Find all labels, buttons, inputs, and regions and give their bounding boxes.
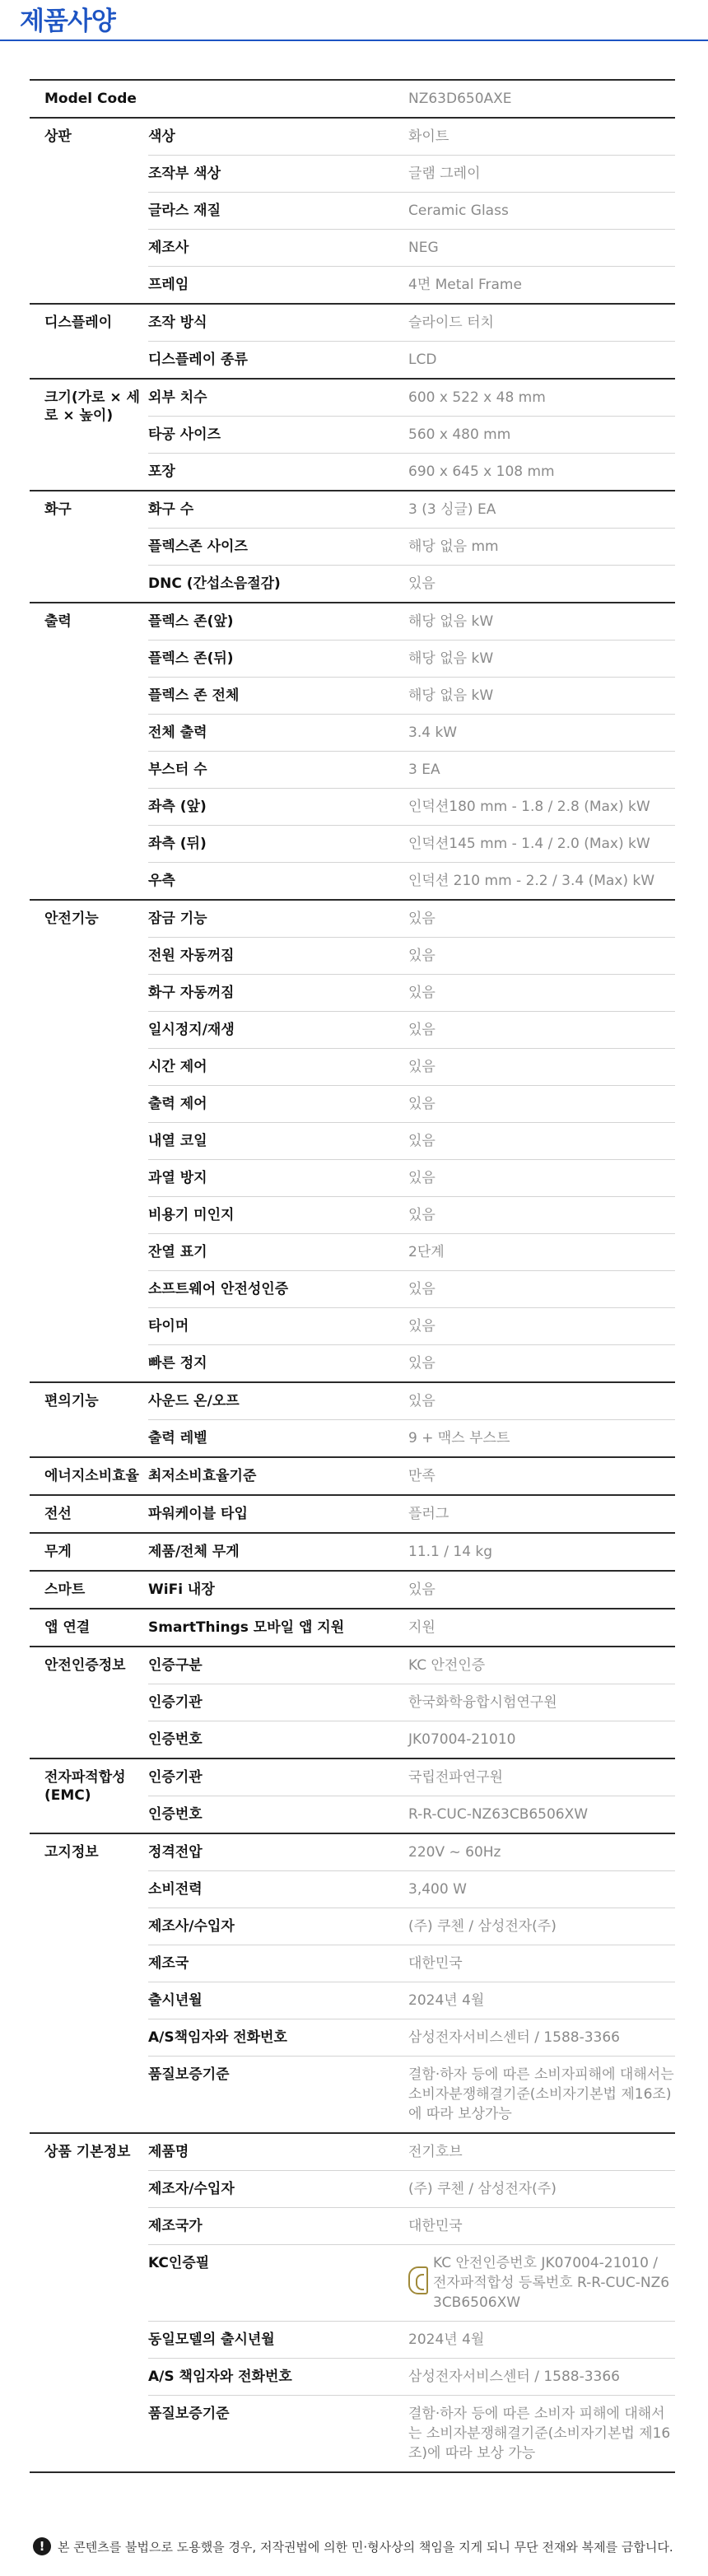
spec-value: 결함·하자 등에 따른 소비자피해에 대해서는 소비자분쟁해결기준(소비자기본법 제16조)에 따라 보상가능 [408, 2066, 674, 2122]
spec-row [148, 2019, 675, 2057]
spec-value: 9 + 맥스 부스트 [408, 1430, 510, 1446]
warning-icon: ! [33, 2537, 51, 2555]
spec-label: 출력 제어 [148, 1096, 207, 1112]
spec-value: 한국화학융합시험연구원 [408, 1694, 557, 1711]
spec-value: 있음 [408, 1207, 436, 1223]
spec-row [148, 2359, 675, 2396]
spec-label: 타공 사이즈 [148, 426, 221, 443]
spec-table-end [30, 2471, 675, 2473]
spec-label: 사운드 온/오프 [148, 1393, 240, 1409]
spec-row [148, 156, 675, 193]
spec-category: 전자파적합성(EMC) [44, 1769, 126, 1804]
spec-value: 4면 Metal Frame [408, 277, 522, 293]
spec-label: 비용기 미인지 [148, 1207, 235, 1223]
spec-value: 있음 [408, 1096, 436, 1112]
spec-label: 인증구분 [148, 1657, 203, 1674]
spec-row [148, 566, 675, 602]
spec-row [148, 901, 675, 938]
spec-group [30, 1456, 675, 1494]
copyright-notice [33, 2537, 683, 2555]
spec-label: 동일모델의 출시년월 [148, 2331, 275, 2348]
spec-value: 있음 [408, 1318, 436, 1335]
spec-value: 560 x 480 mm [408, 426, 511, 443]
spec-group [30, 117, 675, 303]
spec-value: 3 (3 싱글) EA [408, 501, 496, 518]
spec-value: 슬라이드 터치 [408, 314, 494, 331]
spec-value: 전기호브 [408, 2144, 463, 2160]
spec-row [148, 1572, 675, 1608]
spec-row [408, 81, 675, 117]
spec-value: KC 안전인증 [408, 1657, 486, 1674]
spec-row [148, 715, 675, 752]
spec-label: 품질보증기준 [148, 2066, 230, 2083]
spec-label: 외부 치수 [148, 389, 207, 406]
spec-value: JK07004-21010 [408, 1731, 516, 1748]
spec-category: 에너지소비효율 [44, 1468, 139, 1484]
spec-row [148, 938, 675, 975]
spec-label: 잠금 기능 [148, 911, 207, 927]
spec-value: 삼성전자서비스센터 / 1588-3366 [408, 2369, 620, 2385]
spec-value: 지원 [408, 1619, 436, 1636]
spec-label: KC인증필 [148, 2255, 210, 2271]
spec-row [148, 2171, 675, 2208]
spec-label: 인증번호 [148, 1731, 203, 1748]
spec-group [30, 378, 675, 490]
spec-category: 무게 [44, 1544, 72, 1560]
spec-row [148, 305, 675, 342]
spec-label: A/S 책임자와 전화번호 [148, 2369, 292, 2385]
spec-value: 있음 [408, 1281, 436, 1297]
spec-row [148, 1049, 675, 1086]
spec-value: 있음 [408, 1059, 436, 1075]
spec-value: 있음 [408, 948, 436, 964]
spec-label: 정격전압 [148, 1844, 203, 1861]
spec-category: 편의기능 [44, 1393, 99, 1409]
spec-label: 인증번호 [148, 1806, 203, 1823]
spec-category: 상품 기본정보 [44, 2144, 131, 2160]
kc-mark-icon [408, 2266, 428, 2294]
spec-label: 플렉스 존(앞) [148, 613, 234, 630]
spec-row [148, 1458, 675, 1494]
spec-row [148, 826, 675, 863]
spec-category: 상판 [44, 128, 72, 145]
spec-row [148, 2208, 675, 2245]
spec-value: 2단계 [408, 1244, 445, 1260]
spec-row [148, 2057, 675, 2132]
spec-label: 글라스 재질 [148, 203, 221, 219]
spec-row [148, 380, 675, 417]
spec-value: 대한민국 [408, 1955, 463, 1972]
spec-label: 출시년월 [148, 1992, 203, 2009]
spec-label: 인증기관 [148, 1694, 203, 1711]
spec-value: 해당 없음 kW [408, 687, 494, 704]
spec-row [148, 267, 675, 303]
spec-label: 플렉스 존(뒤) [148, 650, 234, 667]
spec-row [148, 2322, 675, 2359]
spec-value: 2024년 4월 [408, 1992, 485, 2009]
spec-row [148, 1945, 675, 1982]
spec-value: 690 x 645 x 108 mm [408, 463, 555, 480]
spec-group [30, 303, 675, 378]
spec-category: 크기(가로 × 세로 × 높이) [44, 389, 140, 424]
spec-row [148, 1684, 675, 1721]
spec-category: Model Code [44, 91, 137, 107]
spec-label: 시간 제어 [148, 1059, 207, 1075]
spec-row [148, 1796, 675, 1833]
spec-category: 전선 [44, 1506, 72, 1522]
spec-category: 화구 [44, 501, 72, 518]
spec-row [148, 1834, 675, 1871]
spec-row [148, 1609, 675, 1646]
spec-label: WiFi 내장 [148, 1581, 215, 1598]
spec-group [30, 1646, 675, 1758]
spec-category: 스마트 [44, 1581, 86, 1598]
spec-row [148, 603, 675, 641]
spec-label: 품질보증기준 [148, 2406, 230, 2422]
spec-row [148, 1496, 675, 1532]
spec-label: DNC (간섭소음절감) [148, 575, 281, 592]
spec-group [30, 1381, 675, 1456]
spec-label: 포장 [148, 463, 175, 480]
spec-row [148, 119, 675, 156]
spec-row [148, 193, 675, 230]
spec-value: 있음 [408, 1355, 436, 1372]
spec-label: 제품/전체 무게 [148, 1544, 240, 1560]
spec-label: 제조사/수입자 [148, 1918, 235, 1935]
spec-row [148, 1534, 675, 1570]
spec-value: 있음 [408, 1393, 436, 1409]
spec-value: 해당 없음 kW [408, 613, 494, 630]
spec-row [148, 1647, 675, 1684]
spec-value: NZ63D650AXE [408, 91, 512, 107]
spec-row [148, 863, 675, 899]
spec-value: 대한민국 [408, 2218, 463, 2234]
spec-label: 내열 코일 [148, 1133, 207, 1149]
spec-row [148, 529, 675, 566]
spec-value: 인덕션 210 mm - 2.2 / 3.4 (Max) kW [408, 873, 655, 889]
spec-value: Ceramic Glass [408, 203, 509, 219]
spec-label: 제품명 [148, 2144, 189, 2160]
spec-table [30, 79, 675, 2473]
spec-row [148, 1234, 675, 1271]
spec-group [30, 602, 675, 899]
spec-row [148, 678, 675, 715]
spec-label: SmartThings 모바일 앱 지원 [148, 1619, 345, 1636]
spec-row [148, 2396, 675, 2471]
spec-row [148, 1308, 675, 1345]
spec-label: 출력 레벨 [148, 1430, 207, 1446]
header-divider [0, 40, 708, 41]
spec-label: 빠른 정지 [148, 1355, 207, 1372]
spec-value: 만족 [408, 1468, 436, 1484]
spec-label: 화구 자동꺼짐 [148, 985, 235, 1001]
spec-row [148, 1982, 675, 2019]
spec-row [148, 1160, 675, 1197]
copyright-text: 본 콘텐츠를 불법으로 도용했을 경우, 저작권법에 의한 민·형사상의 책임을 지게 되니 무단 전재와 복제를 금합니다. [58, 2539, 673, 2555]
spec-group [30, 490, 675, 602]
spec-row [148, 1012, 675, 1049]
spec-value: 글램 그레이 [408, 165, 481, 182]
spec-label: 부스터 수 [148, 762, 207, 778]
spec-value: NEG [408, 240, 439, 256]
spec-value: 결함·하자 등에 따른 소비자 피해에 대해서는 소비자분쟁해결기준(소비자기본법 제16조)에 따라 보상 가능 [408, 2406, 671, 2462]
spec-group [30, 1494, 675, 1532]
spec-value: 3 EA [408, 762, 440, 778]
spec-value: 인덕션180 mm - 1.8 / 2.8 (Max) kW [408, 799, 650, 815]
spec-label: 과열 방지 [148, 1170, 207, 1186]
spec-value: LCD [408, 352, 437, 368]
spec-value: 600 x 522 x 48 mm [408, 389, 546, 406]
spec-label: 프레임 [148, 277, 189, 293]
spec-group [30, 1570, 675, 1608]
spec-label: 소비전력 [148, 1881, 203, 1898]
spec-group [30, 1608, 675, 1646]
spec-label: 조작 방식 [148, 314, 207, 331]
spec-row [148, 1383, 675, 1420]
spec-value: 플러그 [408, 1506, 449, 1522]
spec-label: 최저소비효율기준 [148, 1468, 257, 1484]
spec-row [148, 230, 675, 267]
spec-value: 있음 [408, 1133, 436, 1149]
spec-value: 있음 [408, 1022, 436, 1038]
spec-value: 국립전파연구원 [408, 1769, 503, 1786]
spec-row [148, 454, 675, 490]
spec-row [148, 1721, 675, 1758]
spec-row [148, 1759, 675, 1796]
spec-label: 타이머 [148, 1318, 189, 1335]
spec-value: 해당 없음 kW [408, 650, 494, 667]
spec-group [30, 899, 675, 1381]
spec-label: 파워케이블 타입 [148, 1506, 248, 1522]
spec-value: R-R-CUC-NZ63CB6506XW [408, 1806, 589, 1823]
spec-row [148, 975, 675, 1012]
spec-label: 좌측 (뒤) [148, 836, 207, 852]
spec-label: 제조국 [148, 1955, 189, 1972]
spec-label: 색상 [148, 128, 175, 145]
spec-value: 11.1 / 14 kg [408, 1544, 493, 1560]
spec-row [148, 1086, 675, 1123]
spec-label: 전원 자동꺼짐 [148, 948, 235, 964]
spec-value: (주) 쿠첸 / 삼성전자(주) [408, 2181, 557, 2197]
spec-label: 제조국가 [148, 2218, 203, 2234]
spec-group [30, 1758, 675, 1833]
spec-category: 고지정보 [44, 1844, 99, 1861]
spec-row [148, 641, 675, 678]
spec-group [30, 1833, 675, 2132]
spec-group [30, 79, 675, 117]
spec-value: 삼성전자서비스센터 / 1588-3366 [408, 2029, 620, 2046]
spec-label: 디스플레이 종류 [148, 352, 248, 368]
spec-value: 화이트 [408, 128, 449, 145]
spec-label: 소프트웨어 안전성인증 [148, 1281, 289, 1297]
spec-label: 화구 수 [148, 501, 194, 518]
page-title: 제품사양 [20, 7, 115, 36]
spec-value: (주) 쿠첸 / 삼성전자(주) [408, 1918, 557, 1935]
spec-label: 전체 출력 [148, 724, 207, 741]
spec-label: 제조자/수입자 [148, 2181, 235, 2197]
spec-label: 플렉스존 사이즈 [148, 538, 248, 555]
spec-value: 220V ~ 60Hz [408, 1844, 501, 1861]
spec-row [148, 2245, 675, 2322]
spec-row [148, 1197, 675, 1234]
kc-text: KC 안전인증번호 JK07004-21010 / 전자파적합성 등록번호 R-R-CUC-NZ63CB6506XW [433, 2255, 670, 2311]
spec-value: 3.4 kW [408, 724, 458, 741]
spec-label: 인증기관 [148, 1769, 203, 1786]
spec-row [148, 491, 675, 529]
spec-label: 일시정지/재생 [148, 1022, 235, 1038]
spec-row [148, 1271, 675, 1308]
spec-row [148, 1420, 675, 1456]
spec-group [30, 2132, 675, 2471]
spec-label: 플렉스 존 전체 [148, 687, 240, 704]
spec-row [148, 417, 675, 454]
spec-value: 있음 [408, 911, 436, 927]
spec-row [148, 1345, 675, 1381]
spec-row [148, 1871, 675, 1908]
spec-label: 좌측 (앞) [148, 799, 207, 815]
spec-value: 해당 없음 mm [408, 538, 499, 555]
spec-label: 조작부 색상 [148, 165, 221, 182]
spec-value: 2024년 4월 [408, 2331, 485, 2348]
spec-category: 안전기능 [44, 911, 99, 927]
spec-category: 출력 [44, 613, 72, 630]
spec-value: 3,400 W [408, 1881, 467, 1898]
spec-row [148, 1123, 675, 1160]
spec-label: A/S책임자와 전화번호 [148, 2029, 287, 2046]
spec-label: 제조사 [148, 240, 189, 256]
spec-row [148, 789, 675, 826]
spec-category: 디스플레이 [44, 314, 113, 331]
spec-value: 있음 [408, 1581, 436, 1598]
spec-category: 앱 연결 [44, 1619, 91, 1636]
spec-value: 인덕션145 mm - 1.4 / 2.0 (Max) kW [408, 836, 650, 852]
spec-value: 있음 [408, 575, 436, 592]
spec-value: 있음 [408, 1170, 436, 1186]
spec-category: 안전인증정보 [44, 1657, 126, 1674]
spec-row [148, 2134, 675, 2171]
spec-label: 우측 [148, 873, 175, 889]
spec-value [408, 2245, 675, 2321]
spec-label: 잔열 표기 [148, 1244, 207, 1260]
spec-row [148, 752, 675, 789]
spec-row [148, 1908, 675, 1945]
spec-value: 있음 [408, 985, 436, 1001]
spec-row [148, 342, 675, 378]
spec-group [30, 1532, 675, 1570]
